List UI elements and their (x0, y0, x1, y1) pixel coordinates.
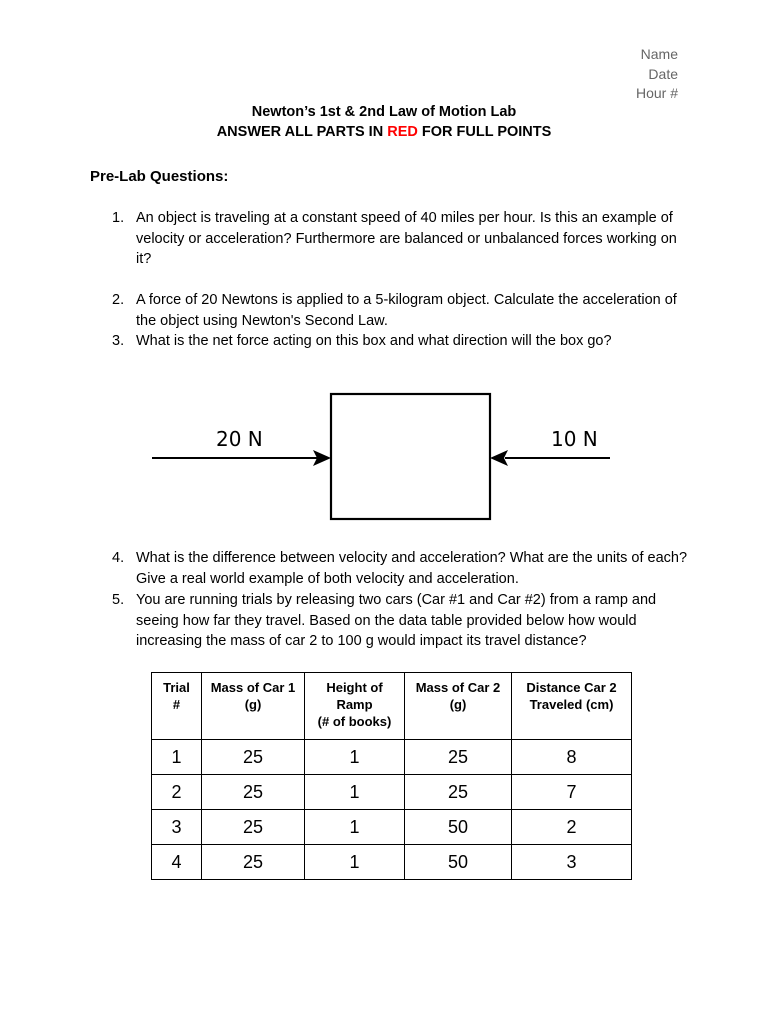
table-cell: 50 (405, 810, 512, 845)
question-3 (112, 331, 692, 352)
question-text: An object is traveling at a constant speed of 40 miles per hour. Is this an example of velocity or acceleration? Furthermore are balanced or unbalanced forces working on it? (136, 210, 677, 267)
table-cell: 1 (305, 845, 405, 880)
question-number: 3. (112, 333, 125, 349)
table-cell: 25 (405, 775, 512, 810)
right-force-label: 10 N (551, 427, 598, 451)
question-1 (112, 208, 692, 270)
table-header-row (152, 673, 632, 740)
question-text: You are running trials by releasing two cars (Car #1 and Car #2) from a ramp and seeing how far they travel. Based on the data table provided below how would increasing the mass of car 2 to 100 g would impact its travel distance? (136, 592, 657, 649)
column-header: Distance Car 2 Traveled (cm) (512, 673, 632, 740)
hour-label: Hour # (635, 85, 678, 101)
column-header: Mass of Car 2 (g) (405, 673, 512, 740)
table-cell: 1 (305, 740, 405, 775)
question-number: 2. (112, 292, 125, 308)
table-cell: 4 (152, 845, 202, 880)
table-cell: 3 (152, 810, 202, 845)
box-shape (331, 394, 490, 519)
table-cell: 25 (202, 775, 305, 810)
table-cell: 8 (512, 740, 632, 775)
table-cell: 1 (305, 775, 405, 810)
table-cell: 50 (405, 845, 512, 880)
section-heading: Pre-Lab Questions: (90, 168, 229, 185)
table-row (152, 775, 632, 810)
table-row (152, 810, 632, 845)
table-cell: 2 (152, 775, 202, 810)
instruction-red-word: RED (387, 124, 418, 140)
table-cell: 25 (202, 845, 305, 880)
question-number: 5. (112, 592, 125, 608)
table-cell: 3 (512, 845, 632, 880)
table-cell: 25 (202, 810, 305, 845)
instruction-prefix: ANSWER ALL PARTS IN (216, 124, 388, 140)
table-cell: 7 (512, 775, 632, 810)
table-cell: 1 (152, 740, 202, 775)
name-label: Name (640, 46, 678, 62)
force-diagram (0, 380, 768, 530)
table-row (152, 845, 632, 880)
question-2 (112, 290, 692, 331)
column-header: Mass of Car 1 (g) (202, 673, 305, 740)
left-force-label: 20 N (216, 427, 263, 451)
question-number: 4. (112, 550, 125, 566)
question-text: A force of 20 Newtons is applied to a 5-kilogram object. Calculate the acceleration of the object using Newton's Second Law. (136, 292, 677, 329)
table-cell: 25 (405, 740, 512, 775)
instruction-suffix: FOR FULL POINTS (417, 124, 552, 140)
page-title: Newton’s 1st & 2nd Law of Motion Lab (251, 104, 517, 120)
column-header: Height of Ramp (# of books) (305, 673, 405, 740)
table-cell: 2 (512, 810, 632, 845)
table-cell: 1 (305, 810, 405, 845)
instruction-line (0, 124, 768, 140)
question-text: What is the difference between velocity and acceleration? What are the units of each? Give a real world example of both velocity and acceleration. (136, 550, 688, 587)
question-5 (112, 590, 692, 652)
question-4 (112, 548, 692, 589)
table-row (152, 740, 632, 775)
column-header: Trial # (152, 673, 202, 740)
date-label: Date (648, 66, 678, 82)
question-text: What is the net force acting on this box and what direction will the box go? (136, 333, 612, 349)
table-cell: 25 (202, 740, 305, 775)
data-table (151, 672, 632, 880)
question-number: 1. (112, 210, 125, 226)
